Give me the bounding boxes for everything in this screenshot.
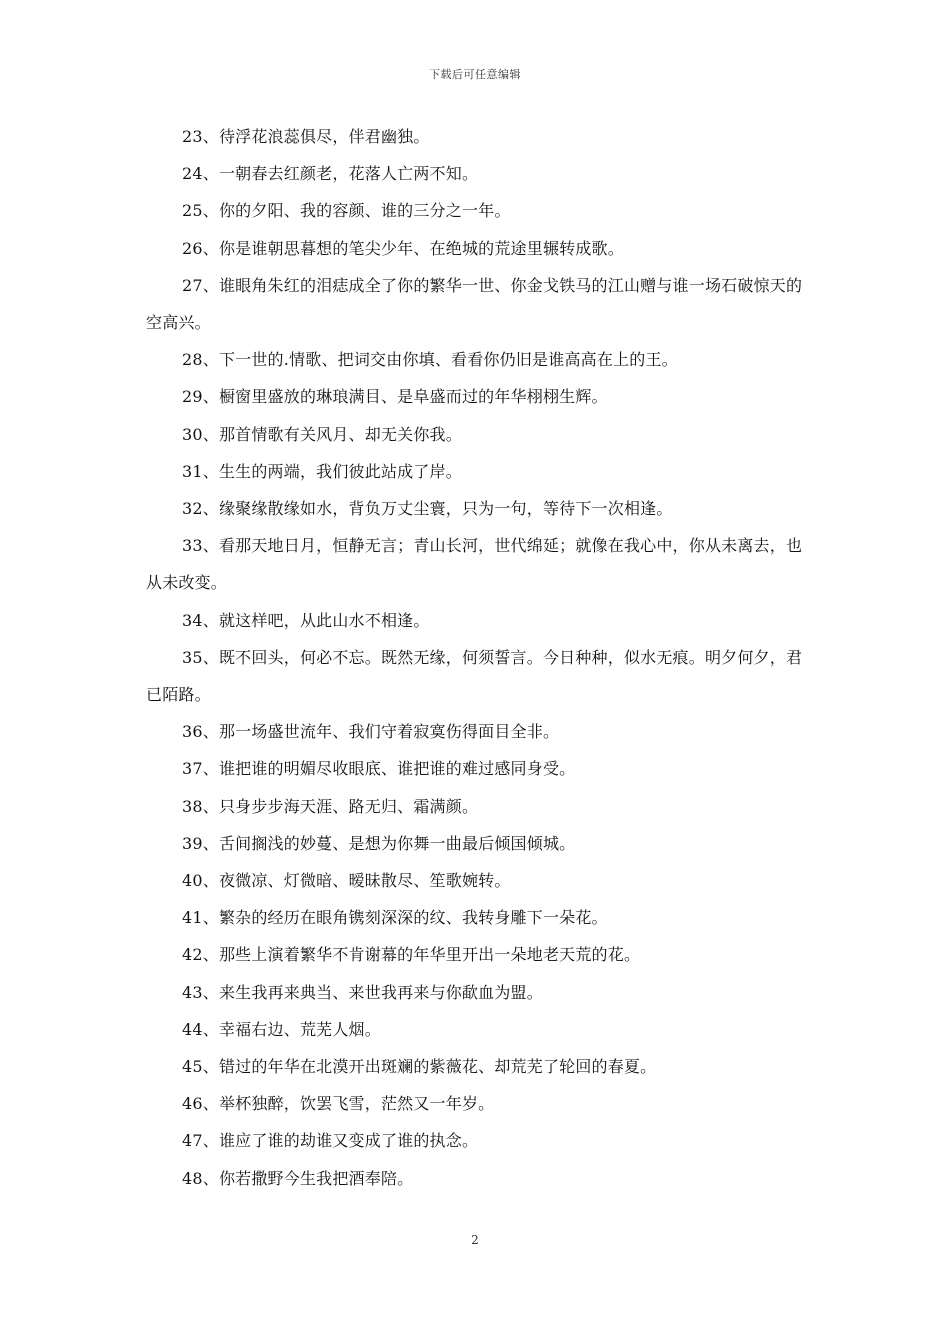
page-number: 2: [471, 1233, 479, 1247]
paragraph-23: 23、待浮花浪蕊俱尽，伴君幽独。: [182, 127, 430, 146]
paragraph-38: 38、只身步步海天涯、路无归、霜满颜。: [182, 796, 479, 816]
paragraph-28: 28、下一世的.情歌、把词交由你填、看看你仍旧是谁高高在上的王。: [182, 350, 678, 370]
paragraph-27: 27、谁眼角朱红的泪痣成全了你的繁华一世、你金戈铁马的江山赠与谁一场石破惊天的空高兴。: [146, 275, 803, 333]
paragraph-35: 35、既不回头，何必不忘。既然无缘，何须誓言。今日种种，似水无痕。明夕何夕，君已陌路。: [146, 647, 803, 705]
paragraph-46: 46、举杯独醉，饮罢飞雪，茫然又一年岁。: [182, 1094, 495, 1114]
paragraph-48: 48、你若撒野今生我把酒奉陪。: [182, 1168, 414, 1188]
paragraph-43: 43、来生我再来典当、来世我再来与你歃血为盟。: [182, 982, 543, 1002]
paragraph-40: 40、夜微凉、灯微暗、暧昧散尽、笙歌婉转。: [182, 871, 511, 891]
paragraph-37: 37、谁把谁的明媚尽收眼底、谁把谁的难过感同身受。: [182, 759, 576, 779]
paragraph-39: 39、舌间搁浅的妙蔓、是想为你舞一曲最后倾国倾城。: [182, 833, 576, 853]
document-body: [146, 118, 810, 1197]
paragraph-36: 36、那一场盛世流年、我们守着寂寞伤得面目全非。: [182, 722, 560, 742]
paragraph-41: 41、繁杂的经历在眼角镌刻深深的纹、我转身雕下一朵花。: [182, 908, 608, 928]
paragraph-34: 34、就这样吧，从此山水不相逢。: [182, 610, 430, 630]
paragraph-29: 29、橱窗里盛放的琳琅满目、是阜盛而过的年华栩栩生辉。: [182, 387, 608, 407]
paragraph-30: 30、那首情歌有关风月、却无关你我。: [182, 424, 462, 444]
paragraph-32: 32、缘聚缘散缘如水，背负万丈尘寰，只为一句，等待下一次相逢。: [182, 499, 673, 519]
paragraph-44: 44、幸福右边、荒芜人烟。: [182, 1019, 381, 1039]
page-header: 下载后可任意编辑: [429, 68, 521, 81]
paragraph-33: 33、看那天地日月，恒静无言；青山长河，世代绵延；就像在我心中，你从未离去，也从未改变。: [146, 536, 803, 593]
paragraph-24: 24、一朝春去红颜老，花落人亡两不知。: [182, 164, 479, 184]
paragraph-31: 31、生生的两端，我们彼此站成了岸。: [182, 461, 462, 481]
paragraph-26: 26、你是谁朝思暮想的笔尖少年、在绝城的荒途里辗转成歌。: [182, 238, 624, 258]
paragraph-45: 45、错过的年华在北漠开出斑斓的紫薇花、却荒芜了轮回的春夏。: [182, 1057, 657, 1077]
paragraph-25: 25、你的夕阳、我的容颜、谁的三分之一年。: [182, 201, 511, 221]
paragraph-42: 42、那些上演着繁华不肯谢幕的年华里开出一朵地老天荒的花。: [182, 945, 641, 965]
paragraph-47: 47、谁应了谁的劫谁又变成了谁的执念。: [182, 1131, 479, 1151]
